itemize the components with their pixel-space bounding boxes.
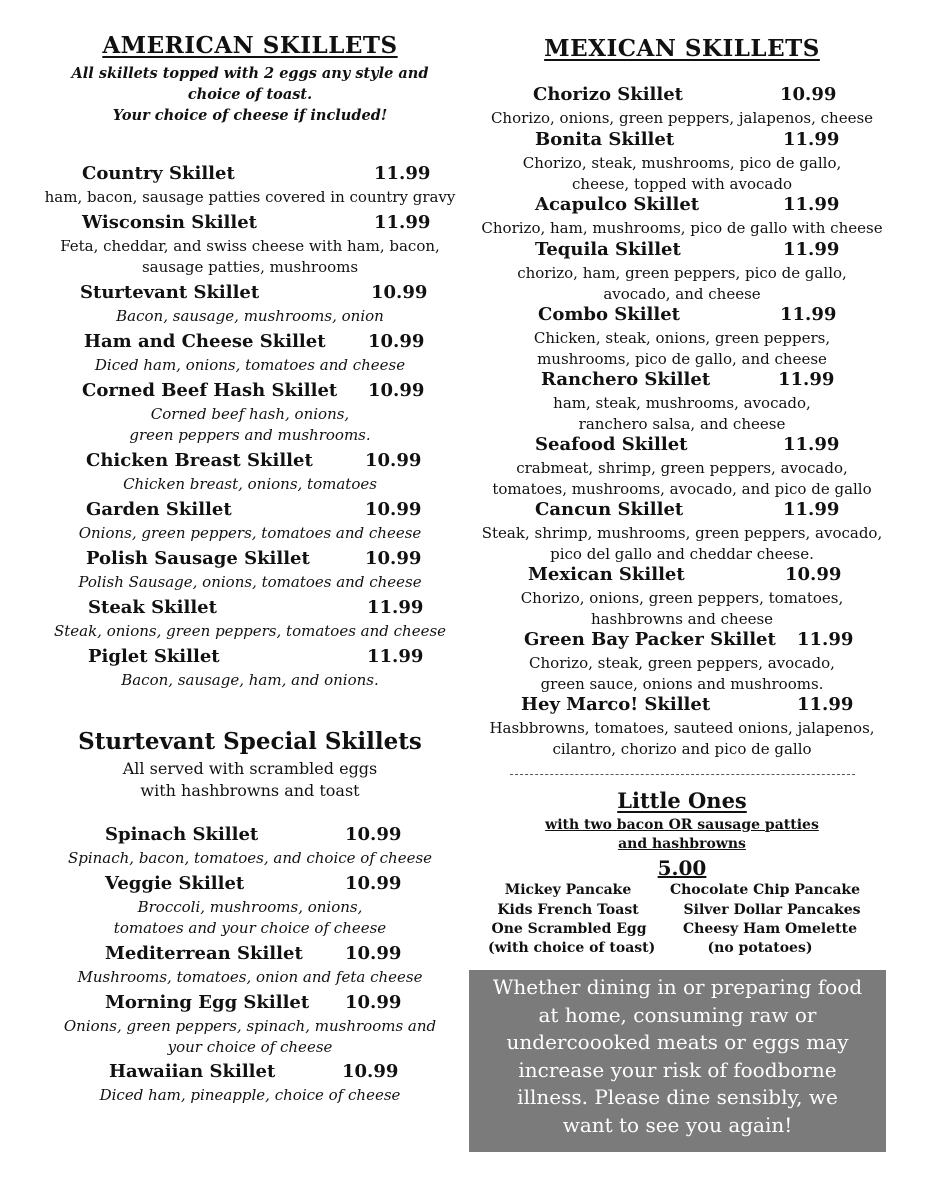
menu-item-price: 10.99 xyxy=(345,943,402,964)
menu-item-price: 10.99 xyxy=(785,564,842,585)
menu-item-price: 11.99 xyxy=(780,304,837,325)
menu-item-price: 11.99 xyxy=(783,129,840,150)
menu-item xyxy=(22,943,478,988)
menu-item-header xyxy=(22,499,478,523)
menu-item-name: Mexican Skillet xyxy=(528,564,685,585)
menu-item-price: 11.99 xyxy=(367,646,424,667)
menu-item-description: ham, steak, mushrooms, avocado, xyxy=(553,394,811,412)
menu-item xyxy=(472,239,892,305)
menu-item-description: chorizo, ham, green peppers, pico de gallo, xyxy=(517,264,847,282)
menu-item-description: sausage patties, mushrooms xyxy=(141,258,359,276)
menu-item-description: crabmeat, shrimp, green peppers, avocado, xyxy=(516,459,848,477)
menu-item-description: Steak, onions, green peppers, tomatoes and cheese xyxy=(53,622,447,640)
menu-item-header xyxy=(22,992,478,1016)
menu-item-name: Wisconsin Skillet xyxy=(82,212,257,233)
menu-item xyxy=(22,380,478,446)
menu-item-description: Polish Sausage, onions, tomatoes and cheese xyxy=(78,573,422,591)
menu-item-name: Sturtevant Skillet xyxy=(80,282,260,303)
menu-item-header xyxy=(22,873,478,897)
menu-item-name: Green Bay Packer Skillet xyxy=(524,629,776,650)
menu-item-name: Combo Skillet xyxy=(538,304,680,325)
menu-item-price: 11.99 xyxy=(778,369,835,390)
menu-item-header xyxy=(22,163,478,187)
menu-item xyxy=(472,629,892,695)
food-safety-notice xyxy=(469,970,886,1152)
menu-item-header xyxy=(22,548,478,572)
menu-item-description: tomatoes and your choice of cheese xyxy=(113,919,387,937)
menu-item-header xyxy=(22,212,478,236)
notice-line: Whether dining in or preparing food xyxy=(492,975,863,999)
menu-item-description: Corned beef hash, onions, xyxy=(150,405,350,423)
menu-item xyxy=(22,992,478,1058)
menu-item-price: 10.99 xyxy=(365,499,422,520)
american-subtitle-line: All skillets topped with 2 eggs any style and xyxy=(71,65,429,82)
menu-item-description: Onions, green peppers, tomatoes and cheese xyxy=(78,524,422,542)
menu-item xyxy=(472,499,892,565)
menu-item-price: 10.99 xyxy=(342,1061,399,1082)
notice-line: increase your risk of foodborne xyxy=(518,1057,837,1082)
menu-item-header xyxy=(472,629,892,653)
menu-item-description: Spinach, bacon, tomatoes, and choice of cheese xyxy=(67,849,433,867)
menu-item-price: 10.99 xyxy=(371,282,428,303)
menu-item-name: Country Skillet xyxy=(82,163,235,184)
little-ones-subtitle: and hashbrowns xyxy=(618,836,746,852)
kids-item: Kids French Toast xyxy=(497,902,639,918)
notice-line: illness. Please dine sensibly, we xyxy=(517,1085,838,1109)
menu-item xyxy=(472,434,892,500)
menu-item-description: Onions, green peppers, spinach, mushrooms and xyxy=(63,1017,437,1035)
menu-item xyxy=(472,369,892,435)
menu-item xyxy=(472,84,892,129)
menu-item-price: 11.99 xyxy=(783,239,840,260)
menu-item-header xyxy=(472,194,892,218)
kids-item: Mickey Pancake xyxy=(504,882,632,898)
menu-item-description: Chorizo, onions, green peppers, tomatoes, xyxy=(520,589,844,607)
menu-item-name: Hey Marco! Skillet xyxy=(521,694,711,715)
menu-item-price: 10.99 xyxy=(345,873,402,894)
menu-item xyxy=(22,282,478,327)
special-subtitle xyxy=(22,758,478,802)
menu-item xyxy=(22,450,478,495)
menu-item-description: Bacon, sausage, mushrooms, onion xyxy=(116,307,384,325)
menu-item-description: ranchero salsa, and cheese xyxy=(578,415,786,433)
menu-item-name: Cancun Skillet xyxy=(535,499,684,520)
menu-item-description: cilantro, chorizo and pico de gallo xyxy=(552,740,812,758)
menu-item-description: green sauce, onions and mushrooms. xyxy=(540,675,824,693)
menu-item-price: 11.99 xyxy=(367,597,424,618)
menu-item-header xyxy=(22,597,478,621)
menu-item-description: Chorizo, steak, mushrooms, pico de gallo, xyxy=(522,154,842,172)
menu-item-name: Ranchero Skillet xyxy=(541,369,711,390)
menu-item-description: cheese, topped with avocado xyxy=(572,175,792,193)
menu-item xyxy=(22,548,478,593)
menu-item-header xyxy=(472,434,892,458)
menu-item-header xyxy=(22,380,478,404)
menu-item-price: 11.99 xyxy=(783,499,840,520)
menu-item-header xyxy=(472,84,892,108)
notice-line: want to see you again! xyxy=(562,1112,793,1137)
menu-item-header xyxy=(22,1061,478,1085)
menu-item-price: 10.99 xyxy=(345,824,402,845)
menu-item-description: pico del gallo and cheddar cheese. xyxy=(550,545,814,563)
menu-item xyxy=(22,499,478,544)
special-title: Sturtevant Special Skillets xyxy=(78,728,422,755)
kids-item: Cheesy Ham Omelette xyxy=(683,921,857,937)
menu-item-description: Feta, cheddar, and swiss cheese with ham, bacon, xyxy=(60,237,440,255)
menu-item-description: Bacon, sausage, ham, and onions. xyxy=(121,671,379,689)
menu-item-price: 10.99 xyxy=(368,380,425,401)
menu-item-name: Mediterrean Skillet xyxy=(105,943,303,964)
menu-item-price: 11.99 xyxy=(797,694,854,715)
special-subtitle-line: with hashbrowns and toast xyxy=(140,781,360,800)
menu-item-header xyxy=(22,450,478,474)
menu-item-description: Chicken breast, onions, tomatoes xyxy=(123,475,377,493)
menu-item-name: Seafood Skillet xyxy=(535,434,688,455)
menu-item-header xyxy=(472,499,892,523)
notice-line: at home, consuming raw or xyxy=(538,1002,817,1027)
menu-item-name: Ham and Cheese Skillet xyxy=(84,331,326,352)
menu-item xyxy=(22,824,478,869)
menu-item-name: Piglet Skillet xyxy=(88,646,220,667)
menu-item-name: Spinach Skillet xyxy=(105,824,259,845)
menu-item xyxy=(472,129,892,195)
menu-item-header xyxy=(472,129,892,153)
menu-item-name: Corned Beef Hash Skillet xyxy=(82,380,338,401)
menu-item xyxy=(472,194,892,239)
menu-item-description: Hasbbrowns, tomatoes, sauteed onions, jalapenos, xyxy=(489,719,875,737)
menu-item-name: Garden Skillet xyxy=(86,499,232,520)
menu-item-description: Chicken, steak, onions, green peppers, xyxy=(533,329,831,347)
menu-item xyxy=(22,597,478,642)
menu-item xyxy=(472,304,892,370)
kids-item: Silver Dollar Pancakes xyxy=(683,902,861,918)
menu-item-description: mushrooms, pico de gallo, and cheese xyxy=(537,350,827,368)
kids-items xyxy=(470,880,894,964)
menu-item-name: Polish Sausage Skillet xyxy=(86,548,310,569)
menu-item-description: Mushrooms, tomatoes, onion and feta cheese xyxy=(77,968,423,986)
notice-line: undercoooked meats or eggs may xyxy=(506,1030,849,1054)
menu-item-price: 10.99 xyxy=(368,331,425,352)
menu-item-description: tomatoes, mushrooms, avocado, and pico de gallo xyxy=(492,480,872,498)
menu-item-name: Bonita Skillet xyxy=(535,129,675,150)
menu-item-name: Chicken Breast Skillet xyxy=(86,450,313,471)
american-subtitle-line: choice of toast. xyxy=(187,86,313,103)
american-title: AMERICAN SKILLETS xyxy=(102,32,398,59)
menu-item-header xyxy=(22,282,478,306)
menu-item-description: avocado, and cheese xyxy=(603,285,761,303)
menu-item-description: Diced ham, pineapple, choice of cheese xyxy=(99,1086,401,1104)
menu-item-header xyxy=(472,239,892,263)
kids-item-note: (no potatoes) xyxy=(707,940,813,956)
menu-item-price: 11.99 xyxy=(797,629,854,650)
menu-item xyxy=(472,694,892,760)
little-ones-section xyxy=(470,788,894,964)
menu-item-name: Chorizo Skillet xyxy=(533,84,683,105)
menu-item-description: hashbrowns and cheese xyxy=(590,610,774,628)
menu-item xyxy=(472,564,892,630)
menu-item-description: Chorizo, onions, green peppers, jalapenos, cheese xyxy=(490,109,874,127)
menu-item-header xyxy=(472,564,892,588)
menu-item-description: Diced ham, onions, tomatoes and cheese xyxy=(94,356,406,374)
menu-item xyxy=(22,212,478,278)
menu-item-header xyxy=(472,304,892,328)
menu-item-price: 10.99 xyxy=(365,548,422,569)
kids-item: Chocolate Chip Pancake xyxy=(669,882,861,898)
menu-item-name: Hawaiian Skillet xyxy=(109,1061,276,1082)
menu-item-name: Steak Skillet xyxy=(88,597,217,618)
menu-item-description: Chorizo, steak, green peppers, avocado, xyxy=(529,654,835,672)
menu-item xyxy=(22,1061,478,1106)
menu-item-header xyxy=(22,824,478,848)
right-column xyxy=(472,0,892,780)
menu-item-price: 10.99 xyxy=(345,992,402,1013)
little-ones-subtitle: with two bacon OR sausage patties xyxy=(545,817,819,833)
menu-item-description: Chorizo, ham, mushrooms, pico de gallo with cheese xyxy=(481,219,883,237)
menu-item-header xyxy=(22,943,478,967)
menu-item-price: 10.99 xyxy=(365,450,422,471)
menu-item-name: Acapulco Skillet xyxy=(535,194,700,215)
american-subtitle xyxy=(22,63,478,126)
kids-item: One Scrambled Egg xyxy=(491,921,647,937)
menu-item-header xyxy=(472,369,892,393)
menu-item-price: 11.99 xyxy=(783,194,840,215)
left-column xyxy=(22,0,478,1200)
menu-item-header xyxy=(472,694,892,718)
menu-item xyxy=(22,163,478,208)
menu-item-description: ham, bacon, sausage patties covered in country gravy xyxy=(44,188,456,206)
little-ones-title: Little Ones xyxy=(617,788,747,813)
menu-item xyxy=(22,646,478,691)
menu-item-description: Broccoli, mushrooms, onions, xyxy=(137,898,363,916)
little-ones-price: 5.00 xyxy=(657,856,707,880)
menu-item-description: Steak, shrimp, mushrooms, green peppers, avocado, xyxy=(481,524,883,542)
special-subtitle-line: All served with scrambled eggs xyxy=(122,759,378,778)
menu-item-name: Veggie Skillet xyxy=(105,873,245,894)
menu-item-price: 10.99 xyxy=(780,84,837,105)
kids-item-note: (with choice of toast) xyxy=(488,940,656,956)
menu-item-price: 11.99 xyxy=(374,212,431,233)
menu-item-name: Tequila Skillet xyxy=(535,239,681,260)
mexican-title: MEXICAN SKILLETS xyxy=(544,35,820,62)
menu-item-header xyxy=(22,331,478,355)
menu-item-header xyxy=(22,646,478,670)
menu-item-description: your choice of cheese xyxy=(167,1038,333,1056)
menu-item-name: Morning Egg Skillet xyxy=(105,992,310,1013)
menu-item-description: green peppers and mushrooms. xyxy=(129,426,371,444)
american-subtitle-line: Your choice of cheese if included! xyxy=(112,107,388,124)
menu-item-price: 11.99 xyxy=(783,434,840,455)
section-divider xyxy=(510,774,855,775)
menu-item xyxy=(22,331,478,376)
menu-item-price: 11.99 xyxy=(374,163,431,184)
menu-item xyxy=(22,873,478,939)
